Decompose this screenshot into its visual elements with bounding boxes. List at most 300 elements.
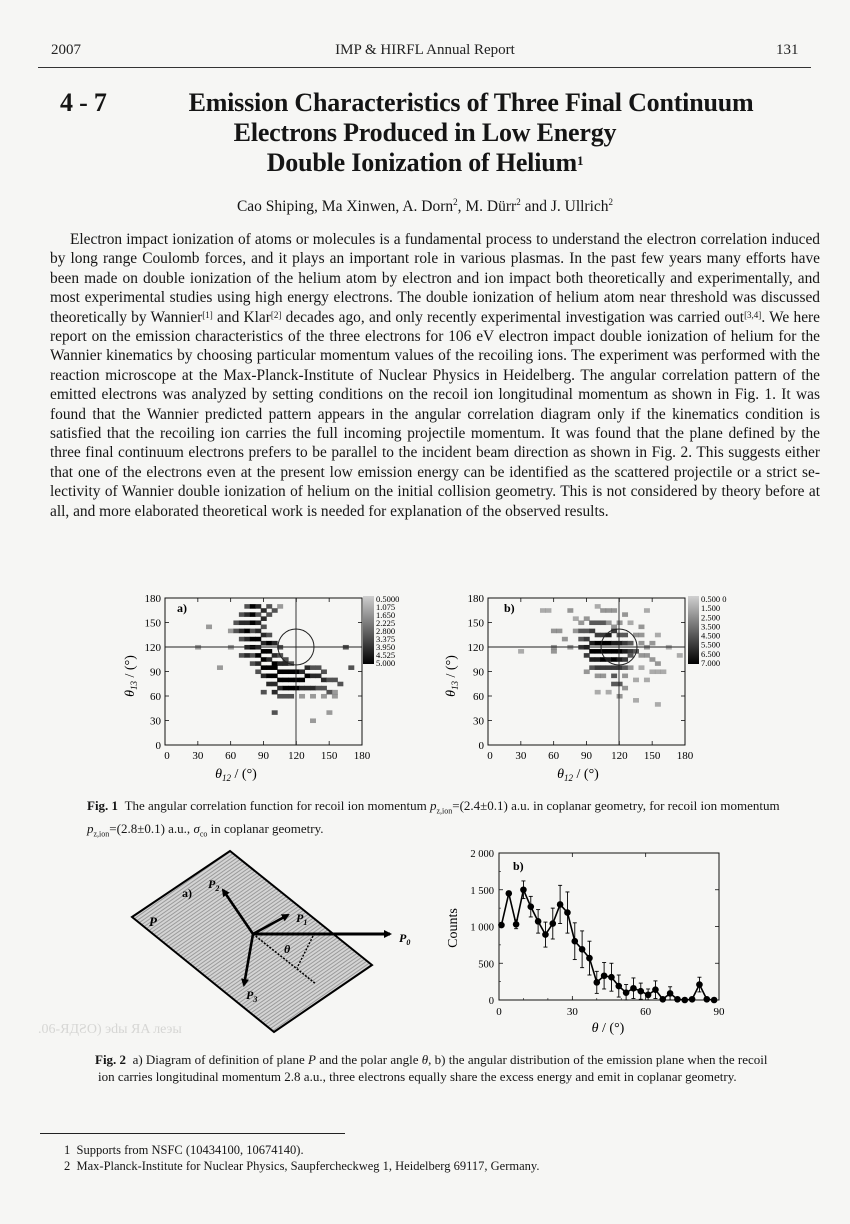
- heatmap-cell: [250, 653, 256, 658]
- heatmap-cell: [272, 653, 278, 658]
- heatmap-cell: [239, 620, 245, 625]
- heatmap-cell: [299, 686, 305, 691]
- svg-text:4.500: 4.500: [701, 630, 721, 641]
- heatmap-cell: [294, 686, 300, 691]
- heatmap-cell: [283, 686, 289, 691]
- author-list: [0, 197, 850, 216]
- heatmap-cell: [540, 608, 546, 613]
- footnote-1: [64, 1143, 304, 1158]
- heatmap-cell: [628, 665, 634, 670]
- data-point: [645, 992, 652, 999]
- heatmap-cell: [233, 620, 239, 625]
- plane-symbol: P: [308, 1052, 316, 1067]
- panel-label-a: a): [177, 601, 187, 615]
- affiliation-mark[interactable]: 2: [516, 197, 521, 207]
- heatmap-cell: [606, 608, 612, 613]
- heatmap-cell: [655, 669, 661, 674]
- heatmap-cell: [332, 690, 338, 695]
- data-point: [703, 996, 710, 1003]
- article-title: [40, 88, 810, 178]
- data-point: [637, 988, 644, 995]
- svg-text:90: 90: [581, 750, 592, 762]
- svg-text:3.500: 3.500: [701, 621, 721, 632]
- heatmap-cell: [272, 608, 278, 613]
- heatmap-cell: [266, 641, 272, 646]
- panel-label-a: a): [182, 886, 192, 900]
- svg-text:0.5000: 0.5000: [376, 594, 400, 604]
- heatmap-cell: [589, 665, 595, 670]
- theta-angle-label: θ: [284, 942, 291, 956]
- svg-text:150: 150: [467, 617, 484, 630]
- svg-text:0: 0: [478, 740, 484, 752]
- y-axis-label: $\theta_{13}$ / (°): [444, 655, 460, 697]
- heatmap-cell: [266, 665, 272, 670]
- heatmap-cell: [649, 657, 655, 662]
- heatmap-cell: [272, 682, 278, 687]
- heatmap-cell: [261, 657, 267, 662]
- svg-text:0: 0: [488, 996, 494, 1007]
- heatmap-cell: [595, 665, 601, 670]
- heatmap-cell: [545, 608, 551, 613]
- colorbar-labels: [376, 594, 399, 668]
- caption-text: =(2.4±0.1) a.u. in coplanar geometry,: [452, 798, 647, 813]
- header-rule: [38, 67, 811, 68]
- svg-text:30: 30: [150, 715, 161, 728]
- heatmap-cell: [628, 641, 634, 646]
- heatmap-cell: [600, 665, 606, 670]
- heatmap-cell: [310, 686, 316, 691]
- heatmap-cell: [255, 604, 261, 609]
- heatmap-cell: [562, 637, 568, 642]
- heatmap-cell: [272, 690, 278, 695]
- heatmap-cell: [628, 649, 634, 654]
- data-point: [667, 990, 674, 997]
- heatmap-cell: [250, 661, 256, 666]
- heatmap-cell: [611, 649, 617, 654]
- header-year: 2007: [51, 42, 81, 58]
- svg-text:1 500: 1 500: [470, 885, 494, 897]
- caption-text: The angular correlation function for recoil ion momentum: [124, 798, 430, 813]
- vector-p3-label: $P_3$: [246, 988, 258, 1004]
- title-footnote-mark[interactable]: 1: [576, 153, 584, 168]
- heatmap-cell: [655, 702, 661, 707]
- heatmap-cell: [584, 653, 590, 658]
- svg-text:1 000: 1 000: [470, 922, 494, 934]
- heatmap-cell: [584, 669, 590, 674]
- heatmap-cell: [244, 620, 250, 625]
- panel-label-b: b): [504, 601, 515, 615]
- data-point: [520, 886, 527, 893]
- svg-text:30: 30: [515, 750, 527, 762]
- heatmap-cell: [595, 641, 601, 646]
- heatmap-cell: [633, 678, 639, 683]
- heatmap-cell: [261, 665, 267, 670]
- heatmap-cell: [288, 678, 294, 683]
- panel-label-b: b): [513, 859, 524, 873]
- data-point: [571, 938, 578, 945]
- heatmap-cell: [595, 649, 601, 654]
- heatmap-cell: [644, 678, 650, 683]
- svg-text:60: 60: [150, 691, 161, 703]
- heatmap-cell: [617, 633, 623, 638]
- heatmap-cell: [272, 710, 278, 715]
- heatmap-cell: [600, 608, 606, 613]
- heatmap-cell: [261, 649, 267, 654]
- data-point: [689, 996, 696, 1003]
- data-point: [579, 946, 586, 953]
- svg-text:4.525: 4.525: [376, 650, 396, 660]
- heatmap-cell: [315, 665, 321, 670]
- heatmap-cell: [299, 669, 305, 674]
- heatmap-cell: [255, 612, 261, 617]
- footnote-text: Max-Planck-Institute for Nuclear Physics, Saupfercheckweg 1, Heidelberg 69117, Germany.: [76, 1159, 540, 1173]
- heatmap-cell: [578, 629, 584, 634]
- heatmap-cell: [255, 637, 261, 642]
- heatmap-cell: [606, 620, 612, 625]
- heatmap-cell: [244, 612, 250, 617]
- title-line-3-text: Double Ionization of Helium: [266, 148, 577, 177]
- caption-text: , b) the angular distribution of the emission plane when the recoil ion carries longitudinal momentum 2.8 a.u., three electrons equally share the excess energy and emit in coplanar geometry.: [98, 1052, 768, 1084]
- heatmap-cell: [600, 620, 606, 625]
- footnote-mark: 2: [64, 1159, 71, 1173]
- svg-text:3.375: 3.375: [376, 634, 396, 644]
- svg-text:2.500: 2.500: [701, 612, 721, 623]
- title-line-1: Emission Characteristics of Three Final Continuum: [188, 88, 754, 117]
- x-axis-label: θ / (°): [591, 1021, 625, 1036]
- caption-text: in coplanar geometry.: [207, 820, 324, 836]
- heatmap-cell: [272, 641, 278, 646]
- heatmap-cell: [332, 678, 338, 683]
- colorbar: [688, 596, 699, 664]
- svg-text:60: 60: [640, 1006, 652, 1018]
- heatmap-cell: [611, 657, 617, 662]
- heatmap-cell: [239, 637, 245, 642]
- heatmap-cell: [244, 629, 250, 634]
- heatmap-cell: [255, 653, 261, 658]
- heatmap-cell: [622, 686, 628, 691]
- svg-text:60: 60: [473, 691, 484, 703]
- citation-ref[interactable]: [3,4]: [744, 309, 762, 320]
- footnote-text: Supports from NSFC (10434100, 10674140).: [76, 1143, 304, 1157]
- title-line-3: [40, 148, 810, 178]
- section-number: 4 - 7: [60, 88, 107, 117]
- heatmap-cell: [611, 625, 617, 630]
- y-axis-label: $\theta_{13}$ / (°): [123, 655, 139, 697]
- heatmap-cell: [584, 616, 590, 621]
- svg-text:120: 120: [611, 750, 628, 762]
- heatmap-cell: [628, 653, 634, 658]
- body-text-segment: decades ago, and only recently experimental investigation was carried out: [281, 308, 745, 326]
- heatmap-cell: [261, 625, 267, 630]
- heatmap-cell: [589, 649, 595, 654]
- heatmap-cell: [617, 641, 623, 646]
- x-axis-label: $\theta_{12}$ / (°): [215, 767, 257, 783]
- body-text-segment: . We here report on the emission characteristics of the three electrons for 106 eV electron impact double ionization of helium for the Wannier kinematics by choosing particular momentum values of the recoiling ions. The experiment was performed with the reaction microscope at the Max-Planck-Institute of Nuclear Physics in Heidelberg. The angular correlation pattern of the emitted electrons was analyzed by setting conditions on the recoil ion longitudinal momentum as shown in Fig. 1. It was found that the Wannier predicted pattern appears in the angular correlation diagram only if the kinematics condition is satisfied that the recoiling ion carries the full incoming projectile momentum. It was found that the plane defined by the three final continuum electrons prefers to be parallel to the incident beam direction as shown in Fig. 2. This suggests either that one of the electrons even at the present low emission energy can be identified as the scattered projectile or a strict selectivity of Wannier double ionization of helium on the initial collision geometry. This is not considered by theory before at all, and more elaborated theoretical work is needed for explanation of the observed results.: [50, 308, 821, 520]
- sigma-subscript: co: [199, 829, 208, 839]
- heatmap-cell: [326, 678, 332, 683]
- heatmap-cell: [677, 653, 683, 658]
- data-point: [535, 918, 542, 925]
- heatmap-cell: [266, 633, 272, 638]
- heatmap-cell: [277, 686, 283, 691]
- svg-text:180: 180: [353, 750, 371, 762]
- data-point: [527, 903, 534, 910]
- heatmap-cell: [244, 653, 250, 658]
- data-point: [505, 890, 512, 897]
- vector-p1-label: $P_1$: [296, 911, 308, 927]
- heatmap-cell: [239, 612, 245, 617]
- heatmap-cell: [283, 678, 289, 683]
- svg-text:90: 90: [473, 666, 484, 679]
- svg-text:0: 0: [496, 1006, 502, 1018]
- heatmap-cell: [288, 694, 294, 699]
- axis-ticks: [468, 593, 694, 762]
- data-point: [652, 986, 659, 993]
- heatmap-cell: [261, 633, 267, 638]
- heatmap-cell: [638, 653, 644, 658]
- svg-text:180: 180: [144, 593, 161, 605]
- heatmap-cell: [326, 710, 332, 715]
- data-point: [564, 909, 571, 916]
- figure2-panel-a-diagram: [110, 840, 430, 1050]
- data-point: [681, 997, 688, 1004]
- figure1-panel-b-heatmap: [433, 588, 733, 788]
- heatmap-cell: [595, 690, 601, 695]
- heatmap-cell: [315, 686, 321, 691]
- heatmap-cell: [261, 641, 267, 646]
- heatmap-cell: [622, 665, 628, 670]
- svg-text:30: 30: [192, 750, 204, 762]
- svg-text:120: 120: [467, 642, 484, 654]
- svg-text:180: 180: [676, 750, 694, 762]
- svg-text:7.000: 7.000: [701, 658, 721, 668]
- author-name: Ma Xinwen: [321, 198, 396, 216]
- data-point: [711, 997, 718, 1004]
- heatmap-cell: [622, 612, 628, 617]
- citation-ref[interactable]: [2]: [270, 309, 282, 320]
- heatmap-cell: [261, 674, 267, 679]
- heatmap-cell: [244, 637, 250, 642]
- heatmap-cell: [261, 616, 267, 621]
- author-name: M. Dürr: [465, 198, 517, 216]
- data-point: [659, 996, 666, 1003]
- figure2-panel-b-chart: [440, 840, 740, 1050]
- caption-text: =(2.8±0.1) a.u.,: [109, 820, 194, 836]
- heatmap-cell: [272, 674, 278, 679]
- data-point: [513, 921, 520, 928]
- heatmap-cell: [326, 690, 332, 695]
- heatmap-cell: [617, 620, 623, 625]
- axis-ticks: [470, 849, 725, 1018]
- heatmap-cell: [578, 620, 584, 625]
- svg-text:60: 60: [225, 750, 237, 762]
- heatmap-cell: [600, 674, 606, 679]
- heatmap-cell: [595, 633, 601, 638]
- header-journal: IMP & HIRFL Annual Report: [335, 42, 515, 58]
- heatmap-cell: [633, 698, 639, 703]
- plane-label: P: [149, 914, 157, 929]
- svg-text:2.225: 2.225: [376, 618, 396, 628]
- data-point: [557, 901, 564, 908]
- author-and: and: [520, 198, 551, 216]
- data-point: [696, 981, 703, 988]
- heatmap-cell: [250, 620, 256, 625]
- svg-text:0: 0: [155, 740, 161, 752]
- heatmap-cell: [277, 694, 283, 699]
- heatmap-cell: [277, 678, 283, 683]
- heatmap-cell: [606, 641, 612, 646]
- heatmap-cell: [315, 674, 321, 679]
- heatmap-cell: [551, 629, 557, 634]
- heatmap-cell: [255, 620, 261, 625]
- momentum-symbol: p: [429, 798, 437, 813]
- heatmap-cell: [622, 649, 628, 654]
- heatmap-cell: [277, 661, 283, 666]
- data-point: [674, 996, 681, 1003]
- heatmap-cell: [272, 661, 278, 666]
- heatmap-cell: [228, 629, 234, 634]
- heatmap-cell: [294, 669, 300, 674]
- heatmap-cell: [638, 641, 644, 646]
- heatmap-cell: [250, 637, 256, 642]
- body-paragraph: [50, 230, 820, 521]
- heatmap-cell: [244, 604, 250, 609]
- affiliation-mark[interactable]: 2: [608, 197, 614, 207]
- heatmap-cell: [255, 629, 261, 634]
- heatmap-cell: [589, 657, 595, 662]
- heatmap-cell: [255, 669, 261, 674]
- footnote-mark: 1: [64, 1143, 71, 1157]
- caption-text: a) Diagram of definition of plane: [132, 1052, 308, 1067]
- momentum-symbol: p: [87, 820, 94, 836]
- citation-ref[interactable]: [1]: [202, 309, 213, 320]
- data-point: [542, 931, 549, 938]
- svg-text:5.000: 5.000: [376, 658, 396, 668]
- heatmap-cell: [567, 608, 573, 613]
- heatmap-cell: [638, 625, 644, 630]
- heatmap-cell: [206, 625, 212, 630]
- heatmap-cell: [239, 629, 245, 634]
- heatmap-cell: [589, 620, 595, 625]
- svg-text:120: 120: [144, 642, 161, 654]
- heatmap-cell: [655, 661, 661, 666]
- heatmap-cell: [622, 657, 628, 662]
- affiliation-mark[interactable]: 2: [453, 197, 458, 207]
- caption-text: for recoil ion momentum: [646, 798, 780, 813]
- bleed-through-text: .06-ЯДƧO) эdы ЯA лeэы: [38, 1022, 182, 1037]
- author-separator: ,: [457, 198, 466, 216]
- svg-text:60: 60: [548, 750, 560, 762]
- heatmap-cell: [622, 633, 628, 638]
- author-name: A. Dorn: [402, 198, 454, 216]
- heatmap-cell: [299, 694, 305, 699]
- svg-text:30: 30: [473, 715, 484, 728]
- author-name: Cao Shiping: [236, 198, 315, 216]
- heatmap-cell: [255, 661, 261, 666]
- svg-text:30: 30: [566, 1006, 578, 1018]
- data-point: [623, 989, 630, 996]
- heatmap-cell: [606, 649, 612, 654]
- author-name: J. Ullrich: [550, 198, 609, 216]
- data-point: [630, 985, 637, 992]
- body-text-segment: and Klar: [212, 308, 271, 326]
- heatmap-cell: [266, 657, 272, 662]
- heatmap-cell: [611, 641, 617, 646]
- figure1-caption: [87, 797, 807, 842]
- heatmap-cell: [310, 694, 316, 699]
- heatmap-cell: [299, 678, 305, 683]
- heatmap-cell: [348, 665, 354, 670]
- heatmap-cell: [606, 665, 612, 670]
- data-point: [549, 920, 556, 927]
- heatmap-cells: [518, 604, 683, 707]
- heatmap-cell: [606, 690, 612, 695]
- title-line-2: Electrons Produced in Low Energy: [233, 118, 617, 147]
- heatmap-cell: [294, 678, 300, 683]
- svg-text:0: 0: [487, 750, 493, 762]
- vector-p0-label: $P_0$: [399, 931, 411, 947]
- author-separator: ,: [395, 198, 403, 216]
- heatmap-cell: [310, 665, 316, 670]
- figure-label: Fig. 2: [95, 1052, 127, 1067]
- heatmap-cell: [611, 665, 617, 670]
- svg-text:150: 150: [320, 750, 338, 762]
- footnote-rule: [40, 1133, 345, 1134]
- svg-text:150: 150: [144, 617, 161, 630]
- svg-text:150: 150: [643, 750, 661, 762]
- heatmap-cell: [573, 616, 579, 621]
- theta-symbol: θ: [421, 1052, 429, 1067]
- heatmap-cell: [660, 669, 666, 674]
- heatmap-cell: [617, 694, 623, 699]
- author-separator: ,: [314, 198, 322, 216]
- svg-text:1.500: 1.500: [701, 603, 721, 614]
- y-axis-label: Counts: [446, 908, 461, 948]
- heatmap-cell: [644, 653, 650, 658]
- heatmap-cell: [217, 665, 223, 670]
- data-point: [601, 972, 608, 979]
- heatmap-cell: [617, 665, 623, 670]
- heatmap-cell: [277, 669, 283, 674]
- svg-text:5.500: 5.500: [701, 639, 721, 650]
- svg-text:3.950: 3.950: [376, 642, 396, 652]
- heatmap-cell: [310, 674, 316, 679]
- figure1-panel-a-heatmap: [110, 588, 400, 788]
- figure2-caption: [95, 1051, 768, 1085]
- heatmap-cell: [649, 641, 655, 646]
- heatmap-cell: [589, 641, 595, 646]
- heatmap-cell: [595, 620, 601, 625]
- heatmap-cell: [310, 718, 316, 723]
- caption-text: and the polar angle: [315, 1052, 422, 1067]
- axis-ticks: [145, 593, 371, 762]
- heatmap-cell: [305, 665, 311, 670]
- heatmap-cell: [617, 649, 623, 654]
- heatmap-cell: [617, 657, 623, 662]
- svg-text:1.075: 1.075: [376, 602, 396, 612]
- data-series: [498, 881, 717, 1003]
- sigma-symbol: σ: [193, 820, 200, 836]
- heatmap-cell: [239, 653, 245, 658]
- vector-p2-label: $P_2$: [208, 877, 220, 893]
- heatmap-cell: [578, 637, 584, 642]
- heatmap-cell: [518, 649, 524, 654]
- heatmap-cell: [288, 669, 294, 674]
- svg-text:6.500: 6.500: [701, 648, 721, 659]
- svg-text:0.500 0: 0.500 0: [701, 594, 727, 604]
- heatmap-cell: [321, 669, 327, 674]
- figure-label: Fig. 1: [87, 798, 119, 813]
